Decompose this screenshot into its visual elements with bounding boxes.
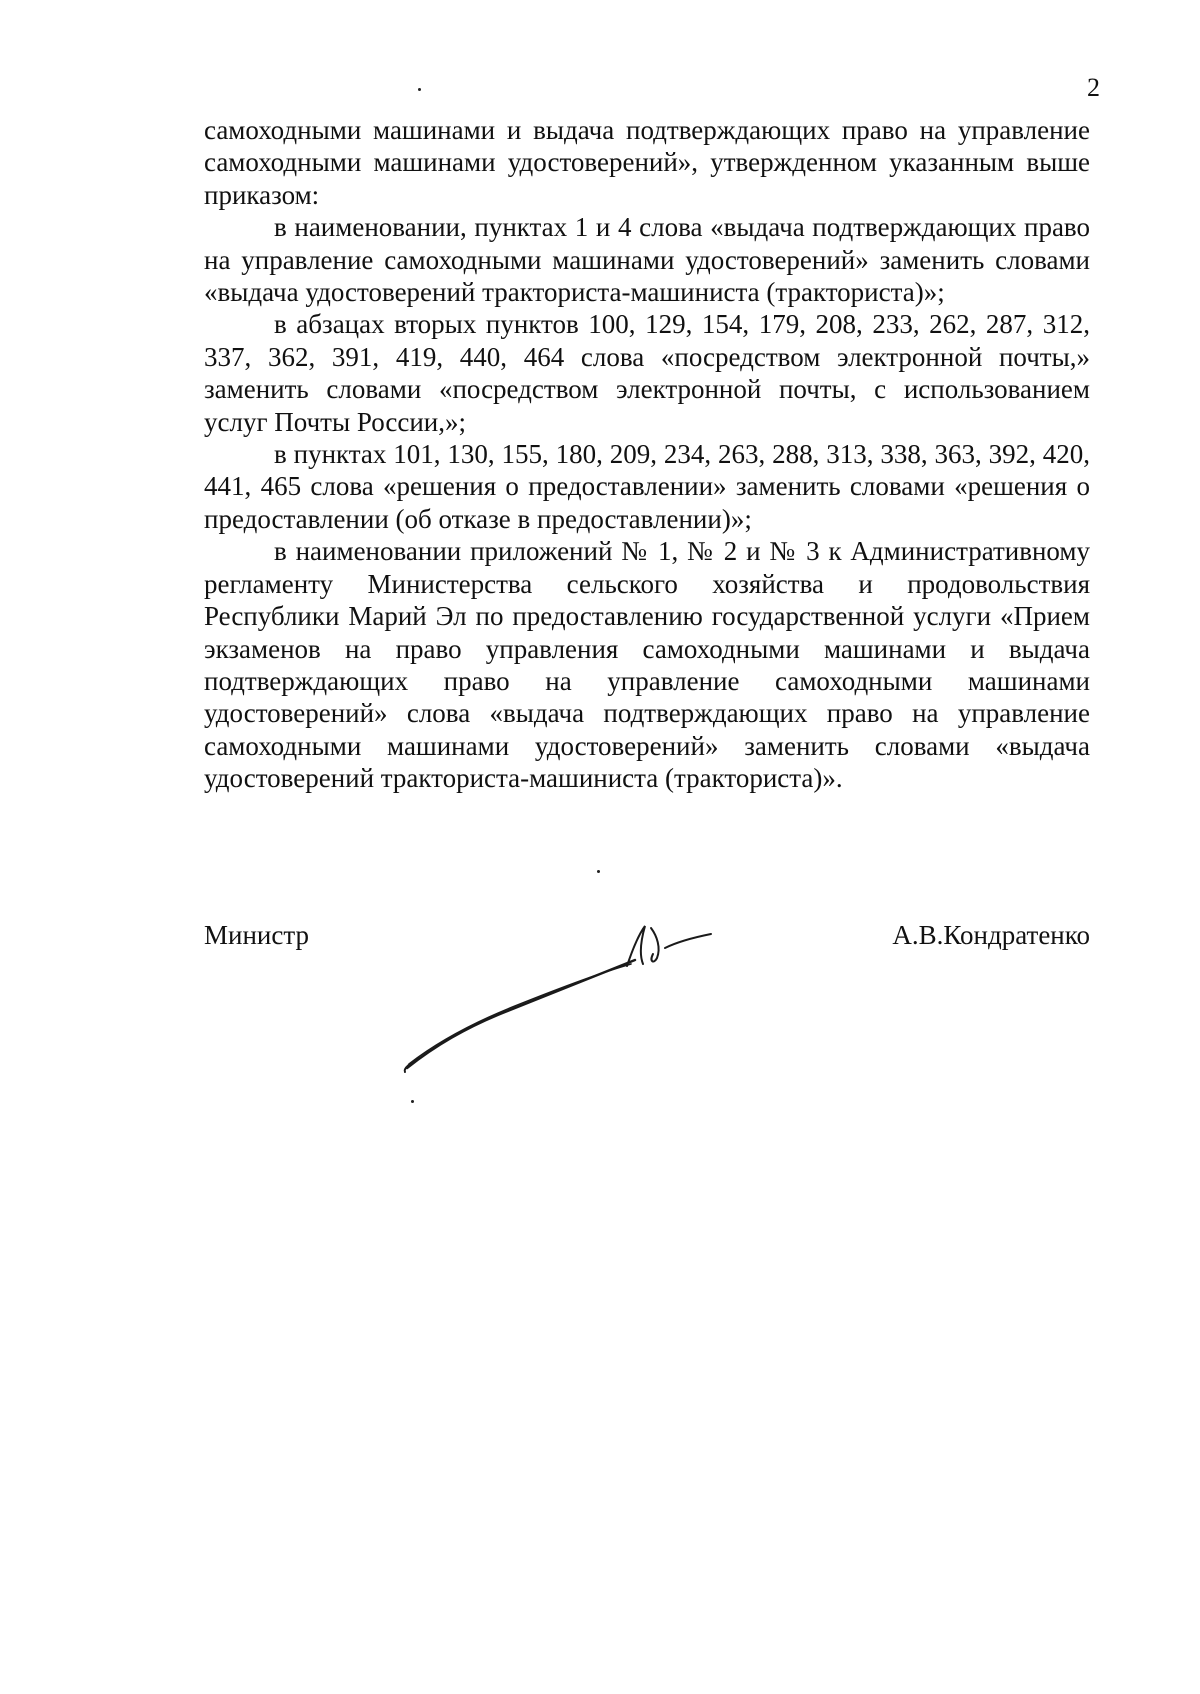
signatory-role: Министр [204,920,309,950]
paragraph-amendment-decision: в пунктах 101, 130, 155, 180, 209, 234, 263, 288, 313, 338, 363, 392, 420, 441, 465 слова «решения о предоставлении» заменить словами «решения о предоставлении (об отказе в предоставлении)»; [204,439,1090,534]
page-number: 2 [1087,73,1100,102]
signatory-name: А.В.Кондратенко [892,920,1090,950]
scan-speck [411,1100,414,1103]
paragraph-amendment-appendices: в наименовании приложений № 1, № 2 и № 3 к Административному регламенту Министерства сельского хозяйства и продовольствия Республики Марий Эл по предоставлению государственной услуги «Прием экзаменов на право управления самоходными машинами и выдача подтверждающих право на управление самоходными машинами удостоверений» слова «выдача подтверждающих право на управление самоходными машинами удостоверений» заменить словами «выдача удостоверений тракториста-машиниста (тракториста)». [204,536,1090,794]
scan-speck [418,88,421,91]
document-body [204,114,1090,795]
handwritten-signature [395,918,725,1088]
paragraph-continuation: самоходными машинами и выдача подтверждающих право на управление самоходными машинами удостоверений», утвержденном указанным выше приказом: [204,115,1090,210]
paragraph-amendment-email: в абзацах вторых пунктов 100, 129, 154, 179, 208, 233, 262, 287, 312, 337, 362, 391, 419, 440, 464 слова «посредством электронной почты,» заменить словами «посредством электронной почты, с использованием услуг Почты России,»; [204,309,1090,437]
scan-speck [597,870,600,873]
paragraph-amendment-name: в наименовании, пунктах 1 и 4 слова «выдача подтверждающих право на управление самоходными машинами удостоверений» заменить словами «выдача удостоверений тракториста-машиниста (тракториста)»; [204,212,1090,308]
